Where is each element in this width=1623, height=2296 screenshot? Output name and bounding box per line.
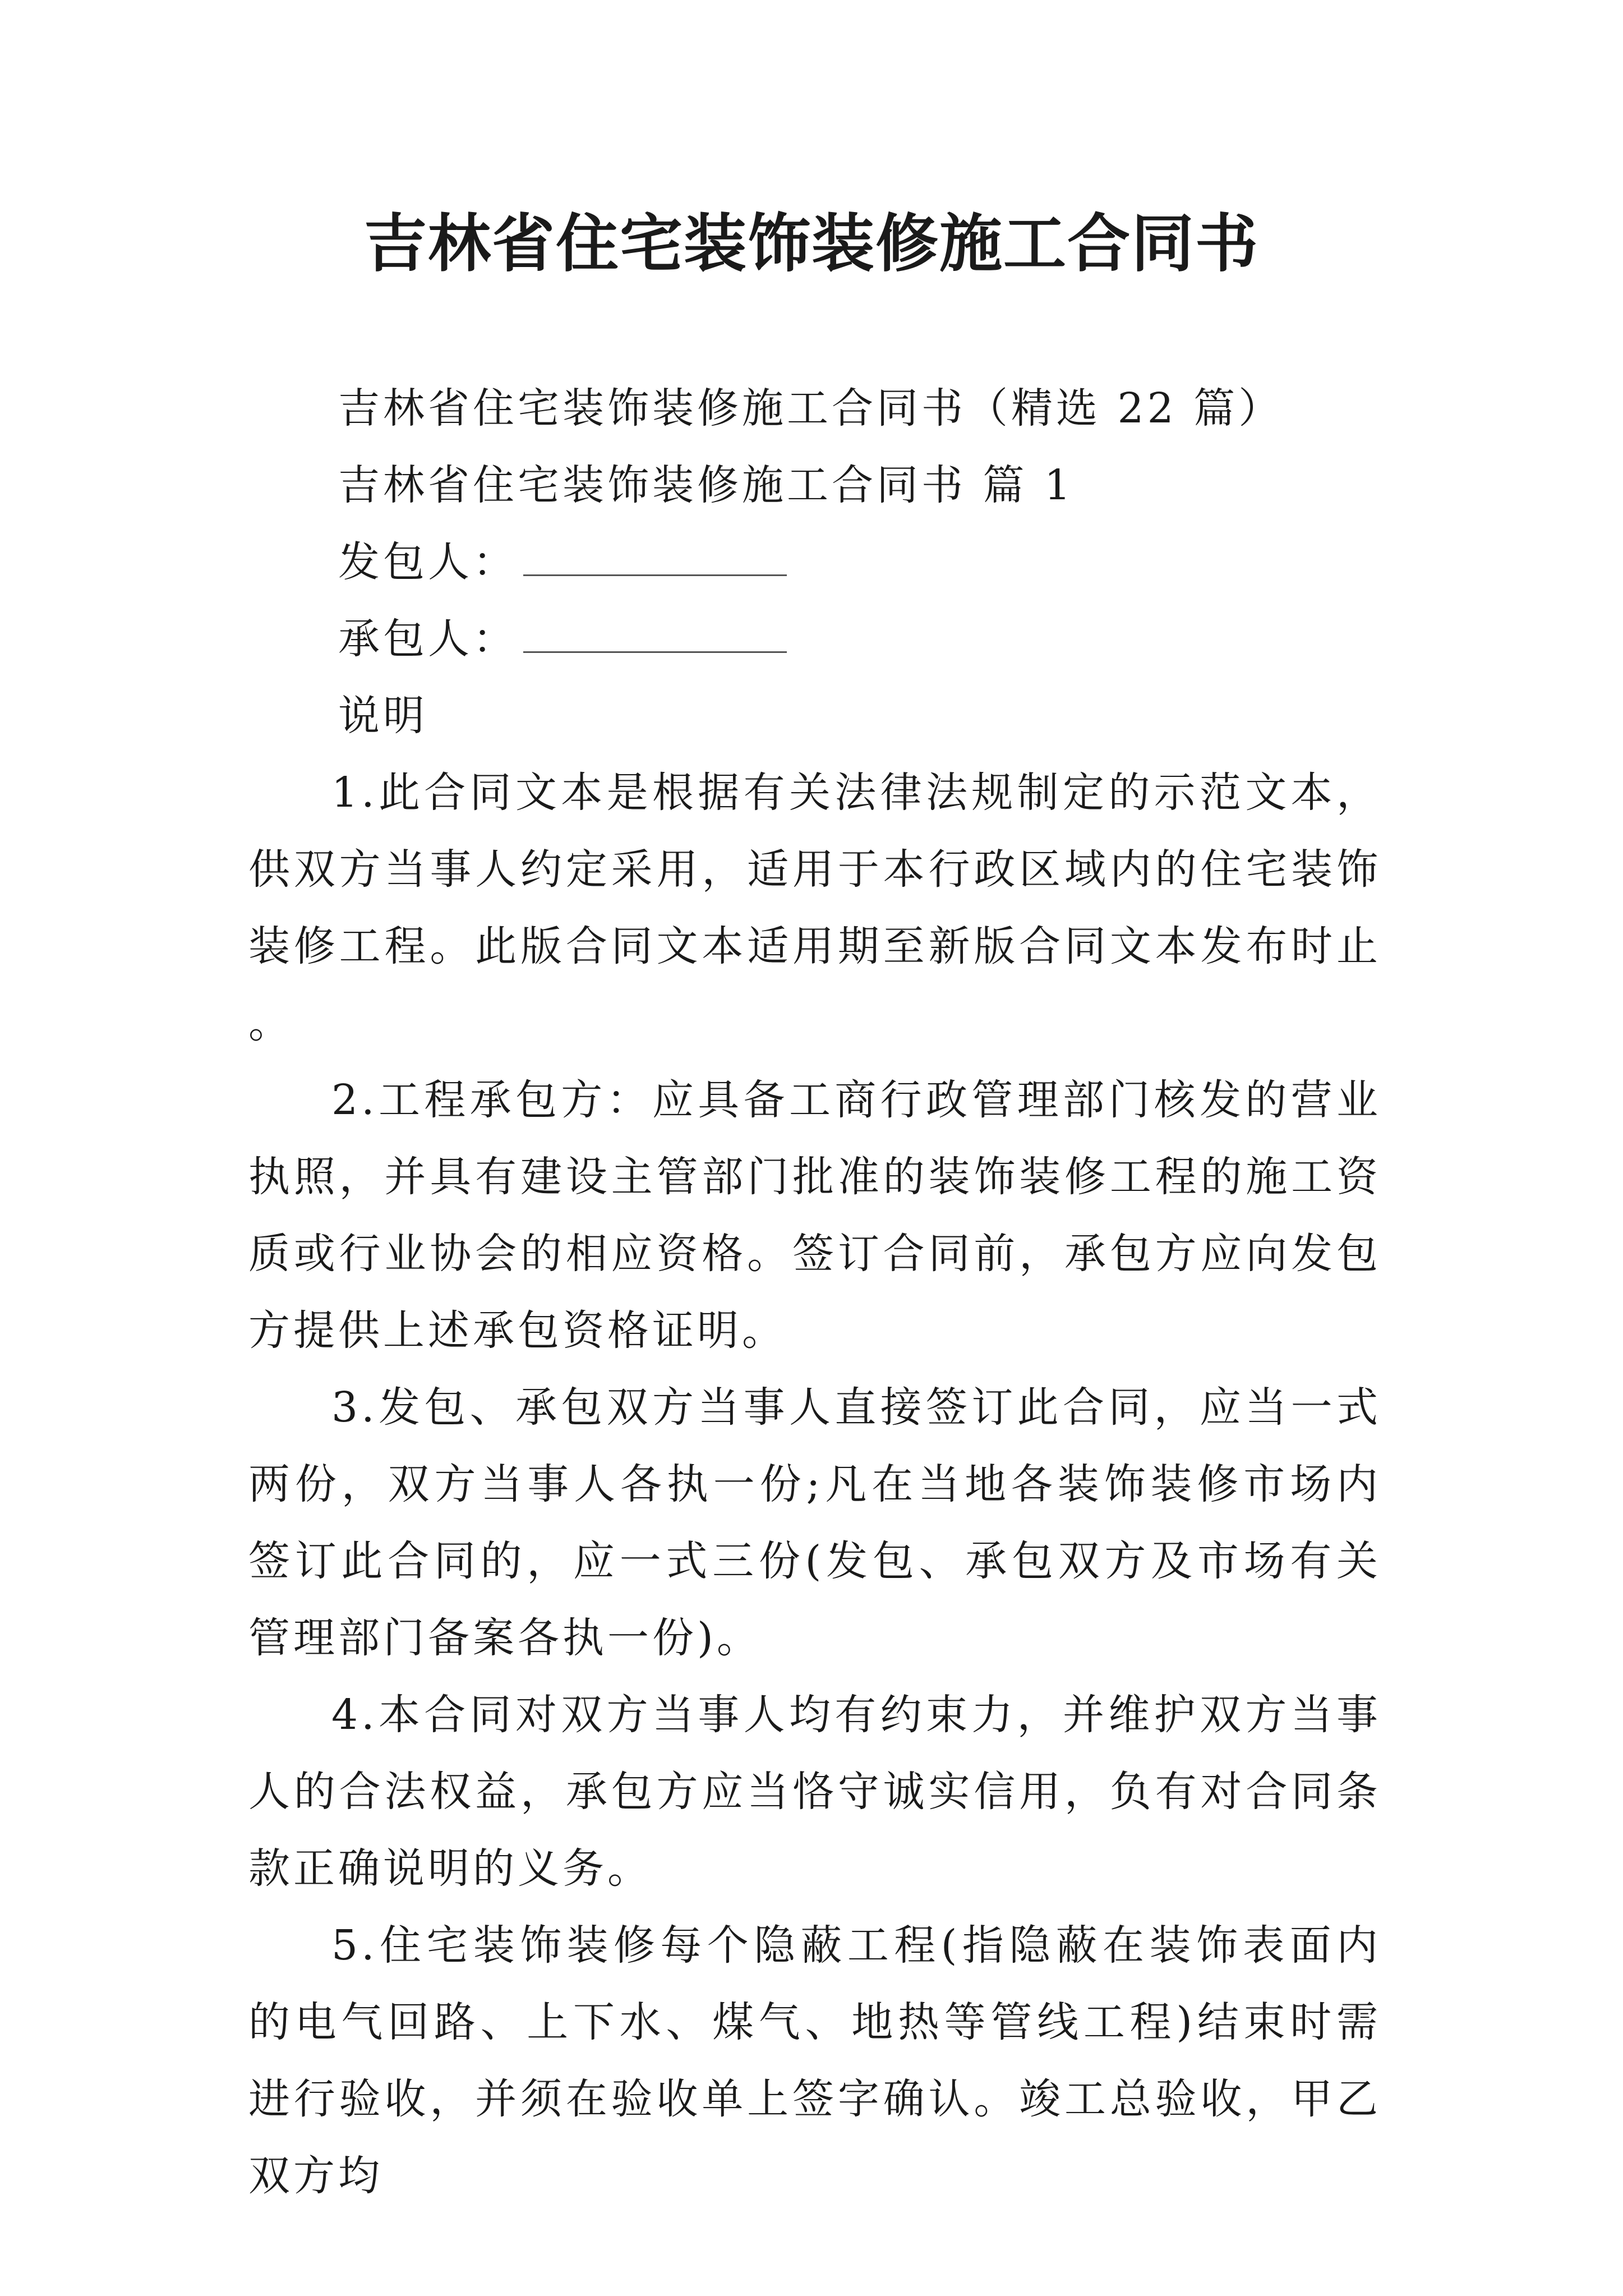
section-heading: 吉林省住宅装饰装修施工合同书 篇 1 bbox=[338, 461, 1075, 509]
paragraph-5: 5.住宅装饰装修每个隐蔽工程(指隐蔽在装饰表面内的电气回路、上下水、煤气、地热等管线工程)结束时需进行验收，并须在验收单上签字确认。竣工总验收，甲乙双方均 bbox=[248, 1921, 1381, 2200]
party-a-label: 发包人： bbox=[338, 538, 518, 586]
document-title: 吉林省住宅装饰装修施工合同书 bbox=[364, 208, 1259, 280]
party-b-row bbox=[248, 601, 1381, 678]
paragraph-3: 3.发包、承包双方当事人直接签订此合同，应当一式两份，双方当事人各执一份;凡在当地各装饰装修市场内签订此合同的，应一式三份(发包、承包双方及市场有关管理部门备案各执一份)。 bbox=[248, 1383, 1381, 1662]
notes-heading: 说明 bbox=[338, 692, 428, 740]
party-a-row bbox=[248, 524, 1381, 601]
paragraph-1: 1.此合同文本是根据有关法律法规制定的示范文本，供双方当事人约定采用，适用于本行政区域内的住宅装饰装修工程。此版合同文本适用期至新版合同文本发布时止。 bbox=[248, 769, 1381, 1047]
party-b-label: 承包人： bbox=[338, 615, 518, 663]
party-b-blank bbox=[523, 649, 787, 653]
document-body bbox=[248, 370, 1381, 2215]
paragraph-2: 2.工程承包方：应具备工商行政管理部门核发的营业执照，并具有建设主管部门批准的装饰装修工程的施工资质或行业协会的相应资格。签订合同前，承包方应向发包方提供上述承包资格证明。 bbox=[248, 1076, 1381, 1355]
paragraph-4: 4.本合同对双方当事人均有约束力，并维护双方当事人的合法权益，承包方应当恪守诚实信用，负有对合同条款正确说明的义务。 bbox=[248, 1691, 1381, 1893]
party-a-blank bbox=[523, 572, 787, 576]
document-subtitle: 吉林省住宅装饰装修施工合同书（精选 22 篇） bbox=[338, 384, 1284, 432]
